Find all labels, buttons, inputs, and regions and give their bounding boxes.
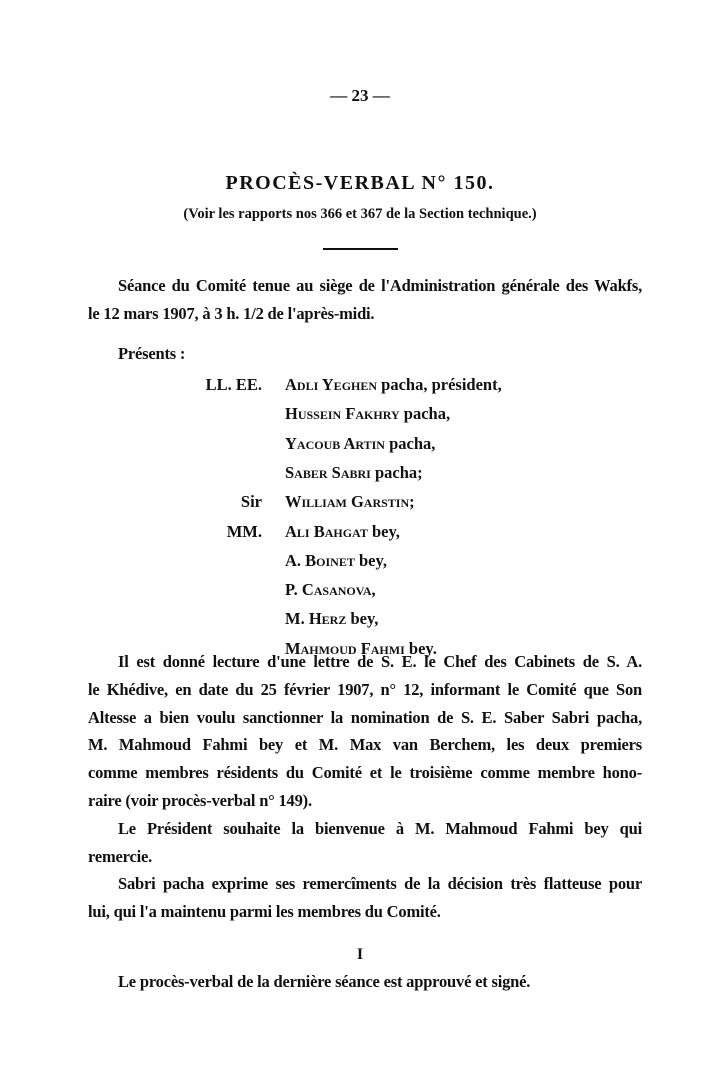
body-line: Il est donné lecture d'une lettre de S. E. le Chef des Cabinets de S. A. xyxy=(118,652,642,671)
attendee-suffix: pacha, xyxy=(384,433,436,453)
attendee-suffix: pacha, xyxy=(399,404,451,424)
body-line: comme membres résidents du Comité et le troisième comme membre hono- xyxy=(88,763,642,783)
attendee-title: MM. xyxy=(226,521,262,541)
attendee-name: Adli Yeghen xyxy=(285,375,378,394)
intro-line: Séance du Comité tenue au siège de l'Administration générale des Wakfs, xyxy=(118,276,642,295)
divider xyxy=(323,248,398,250)
attendee xyxy=(285,492,415,512)
attendee-title: Sir xyxy=(240,492,262,512)
attendee-suffix: ; xyxy=(409,492,415,512)
attendee-suffix: bey, xyxy=(354,550,387,570)
body-line: le Khédive, en date du 25 février 1907, n° 12, informant le Comité que Son xyxy=(88,679,642,699)
body-line: raire (voir procès-verbal n° 149). xyxy=(88,791,312,810)
attendee-suffix: bey, xyxy=(346,609,379,629)
attendee-suffix: bey. xyxy=(404,638,437,658)
attendee-name: P. Casanova xyxy=(285,580,372,600)
presents-label: Présents : xyxy=(118,344,186,363)
attendee xyxy=(285,551,387,571)
page-number: — 23 — xyxy=(330,86,390,105)
attendee-name: Ali Bahgat xyxy=(285,521,368,541)
attendee xyxy=(285,404,450,424)
intro-line: le 12 mars 1907, à 3 h. 1/2 de l'après-midi. xyxy=(88,304,375,323)
body-line: Le Président souhaite la bienvenue à M. Mahmoud Fahmi bey qui xyxy=(118,818,642,838)
attendee-name: Mahmoud Fahmi xyxy=(285,638,405,658)
body-line: Altesse a bien voulu sanctionner la nomination de S. E. Saber Sabri pacha, xyxy=(88,707,642,727)
attendee-suffix: bey, xyxy=(367,521,400,541)
section-numeral: I xyxy=(356,946,364,963)
body-line: M. Mahmoud Fahmi bey et M. Max van Berchem, les deux premiers xyxy=(88,735,642,755)
attendee-name: William Garstin xyxy=(285,492,410,512)
attendee xyxy=(285,580,376,600)
subtitle: (Voir les rapports nos 366 et 367 de la Section technique.) xyxy=(183,206,537,222)
attendee-name: M. Herz xyxy=(285,609,347,629)
body-line: remercie. xyxy=(88,846,152,866)
body-line: Sabri pacha exprime ses remercîments de la décision très flatteuse pour xyxy=(118,874,642,894)
attendee xyxy=(285,375,502,395)
attendee-name: Hussein Fakhry xyxy=(285,404,400,424)
attendee-title: LL. EE. xyxy=(205,375,262,394)
attendee-suffix: , xyxy=(371,580,376,600)
attendee xyxy=(285,522,400,542)
attendee-name: A. Boinet xyxy=(285,550,355,570)
attendee-name: Saber Sabri xyxy=(285,462,371,482)
final-line: Le procès-verbal de la dernière séance est approuvé et signé. xyxy=(118,972,531,991)
attendee-suffix: pacha, président, xyxy=(377,375,502,394)
attendee-name: Yacoub Artin xyxy=(285,433,385,453)
attendee xyxy=(285,434,435,454)
attendee xyxy=(285,463,423,483)
attendee-suffix: pacha; xyxy=(370,462,423,482)
page-title: PROCÈS-VERBAL N° 150. xyxy=(225,172,495,194)
body-line: lui, qui l'a maintenu parmi les membres du Comité. xyxy=(88,902,441,922)
attendee xyxy=(285,609,378,629)
